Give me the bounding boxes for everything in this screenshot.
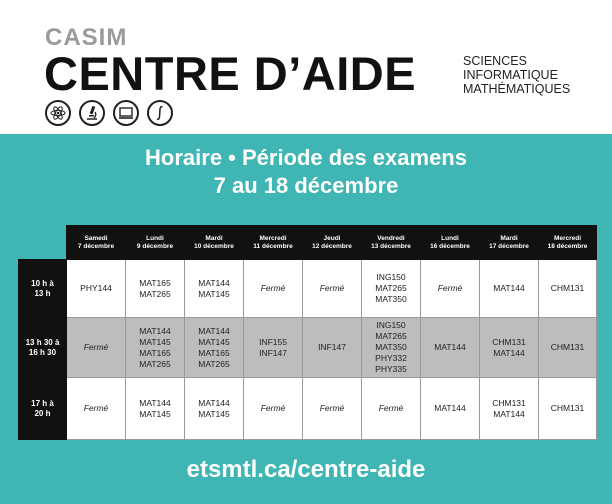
course-code: CHM131 <box>492 336 526 347</box>
subject-icons <box>45 100 173 126</box>
subject-informatique: INFORMATIQUE <box>463 68 558 82</box>
schedule-cell <box>303 318 362 378</box>
column-day: Lundi <box>441 234 459 242</box>
column-header <box>303 226 362 260</box>
column-date: 18 décembre <box>547 242 588 250</box>
column-header <box>126 226 185 260</box>
course-code: CHM131 <box>550 283 585 293</box>
column-day: Samedi <box>84 234 108 242</box>
schedule-cell <box>480 260 539 318</box>
schedule-cell <box>126 378 185 440</box>
time-slot-line: 13 h 30 à <box>25 337 60 347</box>
column-day: Jeudi <box>323 234 341 242</box>
course-code: MAT145 <box>139 336 171 347</box>
course-code: MAT144 <box>434 403 466 413</box>
schedule-cell <box>362 318 421 378</box>
course-code: MAT145 <box>139 408 171 419</box>
course-code: CHM131 <box>550 342 585 352</box>
course-code: MAT144 <box>493 408 525 419</box>
column-day: Mardi <box>205 234 223 242</box>
column-day: Mercredi <box>259 234 287 242</box>
column-date: 10 décembre <box>194 242 234 250</box>
schedule-cell <box>539 318 597 378</box>
column-day: Mardi <box>500 234 518 242</box>
column-header <box>421 226 480 260</box>
schedule-dates: 7 au 18 décembre <box>213 173 399 198</box>
course-code: Fermé <box>260 283 286 293</box>
column-date: 11 décembre <box>253 242 293 250</box>
column-date: 9 décembre <box>136 242 174 250</box>
subject-mathematiques: MATHÉMATIQUES <box>463 82 571 96</box>
column-date: 16 décembre <box>430 242 470 250</box>
column-header <box>244 226 303 260</box>
table-row <box>19 260 597 318</box>
time-slot <box>19 378 67 440</box>
integral-icon <box>147 100 173 126</box>
schedule-cell <box>67 318 126 378</box>
schedule-cell <box>421 378 480 440</box>
course-code: MAT144 <box>198 397 230 408</box>
column-day: Mercredi <box>553 234 582 242</box>
table-row <box>19 378 597 440</box>
course-code: MAT165 <box>139 277 171 288</box>
course-code: Fermé <box>83 342 109 352</box>
schedule-cell <box>539 260 597 318</box>
column-day: Vendredi <box>377 234 405 242</box>
course-code: INF147 <box>318 342 346 352</box>
course-code: ING150 <box>376 272 406 282</box>
course-code: MAT350 <box>375 294 407 304</box>
schedule-cell <box>480 378 539 440</box>
course-code: INF155 <box>259 336 287 347</box>
schedule-cell <box>421 318 480 378</box>
schedule-cell <box>244 318 303 378</box>
subjects-list <box>463 54 570 96</box>
schedule-cell <box>185 260 244 318</box>
time-slot <box>19 318 67 378</box>
course-code: PHY144 <box>80 283 112 293</box>
table-corner <box>19 226 67 260</box>
column-date: 17 décembre <box>489 242 529 250</box>
course-code: MAT165 <box>198 347 230 358</box>
course-code: ING150 <box>376 320 406 330</box>
course-code: Fermé <box>83 403 109 413</box>
schedule-title: Horaire • Période des examens <box>145 145 467 170</box>
time-slot-line: 10 h à <box>31 278 54 288</box>
schedule-cell <box>126 260 185 318</box>
course-code: MAT165 <box>139 347 171 358</box>
schedule-cell <box>303 260 362 318</box>
schedule-cell <box>362 378 421 440</box>
course-code: CHM131 <box>550 403 585 413</box>
schedule-cell <box>126 318 185 378</box>
course-code: MAT265 <box>198 358 230 369</box>
course-code: INF147 <box>259 347 287 358</box>
column-header <box>185 226 244 260</box>
course-code: Fermé <box>319 403 345 413</box>
course-code: MAT144 <box>139 325 171 336</box>
column-day: Lundi <box>146 234 164 242</box>
schedule-cell <box>67 260 126 318</box>
column-header <box>539 226 597 260</box>
course-code: MAT145 <box>198 288 230 299</box>
column-date: 13 décembre <box>371 242 411 250</box>
schedule-cell <box>244 260 303 318</box>
course-code: MAT350 <box>375 342 407 352</box>
course-code: PHY332 <box>375 353 407 363</box>
schedule-cell <box>539 378 597 440</box>
subject-sciences: SCIENCES <box>463 54 527 68</box>
column-header <box>362 226 421 260</box>
computer-icon <box>113 100 139 126</box>
atom-icon <box>45 100 71 126</box>
schedule-cell <box>480 318 539 378</box>
course-code: MAT265 <box>139 358 171 369</box>
course-code: CHM131 <box>492 397 526 408</box>
course-code: MAT144 <box>139 397 171 408</box>
course-code: MAT144 <box>198 277 230 288</box>
schedule-cell <box>362 260 421 318</box>
time-slot-line: 17 h à <box>31 398 54 408</box>
course-code: MAT265 <box>375 331 407 341</box>
course-code: Fermé <box>437 283 463 293</box>
time-slot-line: 16 h 30 <box>28 347 57 357</box>
column-header <box>480 226 539 260</box>
course-code: Fermé <box>319 283 345 293</box>
schedule-cell <box>421 260 480 318</box>
course-code: MAT144 <box>198 325 230 336</box>
schedule-cell <box>185 318 244 378</box>
course-code: PHY335 <box>375 364 407 374</box>
course-code: Fermé <box>378 403 404 413</box>
course-code: Fermé <box>260 403 286 413</box>
column-header <box>67 226 126 260</box>
time-slot-line: 20 h <box>34 408 51 418</box>
course-code: MAT145 <box>198 336 230 347</box>
course-code: MAT144 <box>493 283 525 293</box>
schedule-table <box>18 225 597 440</box>
website-link[interactable]: etsmtl.ca/centre-aide <box>186 456 426 483</box>
schedule-cell <box>67 378 126 440</box>
table-row <box>19 318 597 378</box>
column-date: 7 décembre <box>77 242 115 250</box>
page-title: CENTRE D’AIDE <box>44 47 417 100</box>
schedule-cell <box>185 378 244 440</box>
header <box>0 0 612 134</box>
course-code: MAT145 <box>198 408 230 419</box>
org-name: CASIM <box>45 24 128 51</box>
course-code: MAT144 <box>434 342 466 352</box>
time-slot-line: 13 h <box>34 288 51 298</box>
time-slot <box>19 260 67 318</box>
course-code: MAT144 <box>493 347 525 358</box>
microscope-icon <box>79 100 105 126</box>
course-code: MAT265 <box>139 288 171 299</box>
schedule-cell <box>244 378 303 440</box>
schedule-cell <box>303 378 362 440</box>
column-date: 12 décembre <box>312 242 352 250</box>
course-code: MAT265 <box>375 283 407 293</box>
